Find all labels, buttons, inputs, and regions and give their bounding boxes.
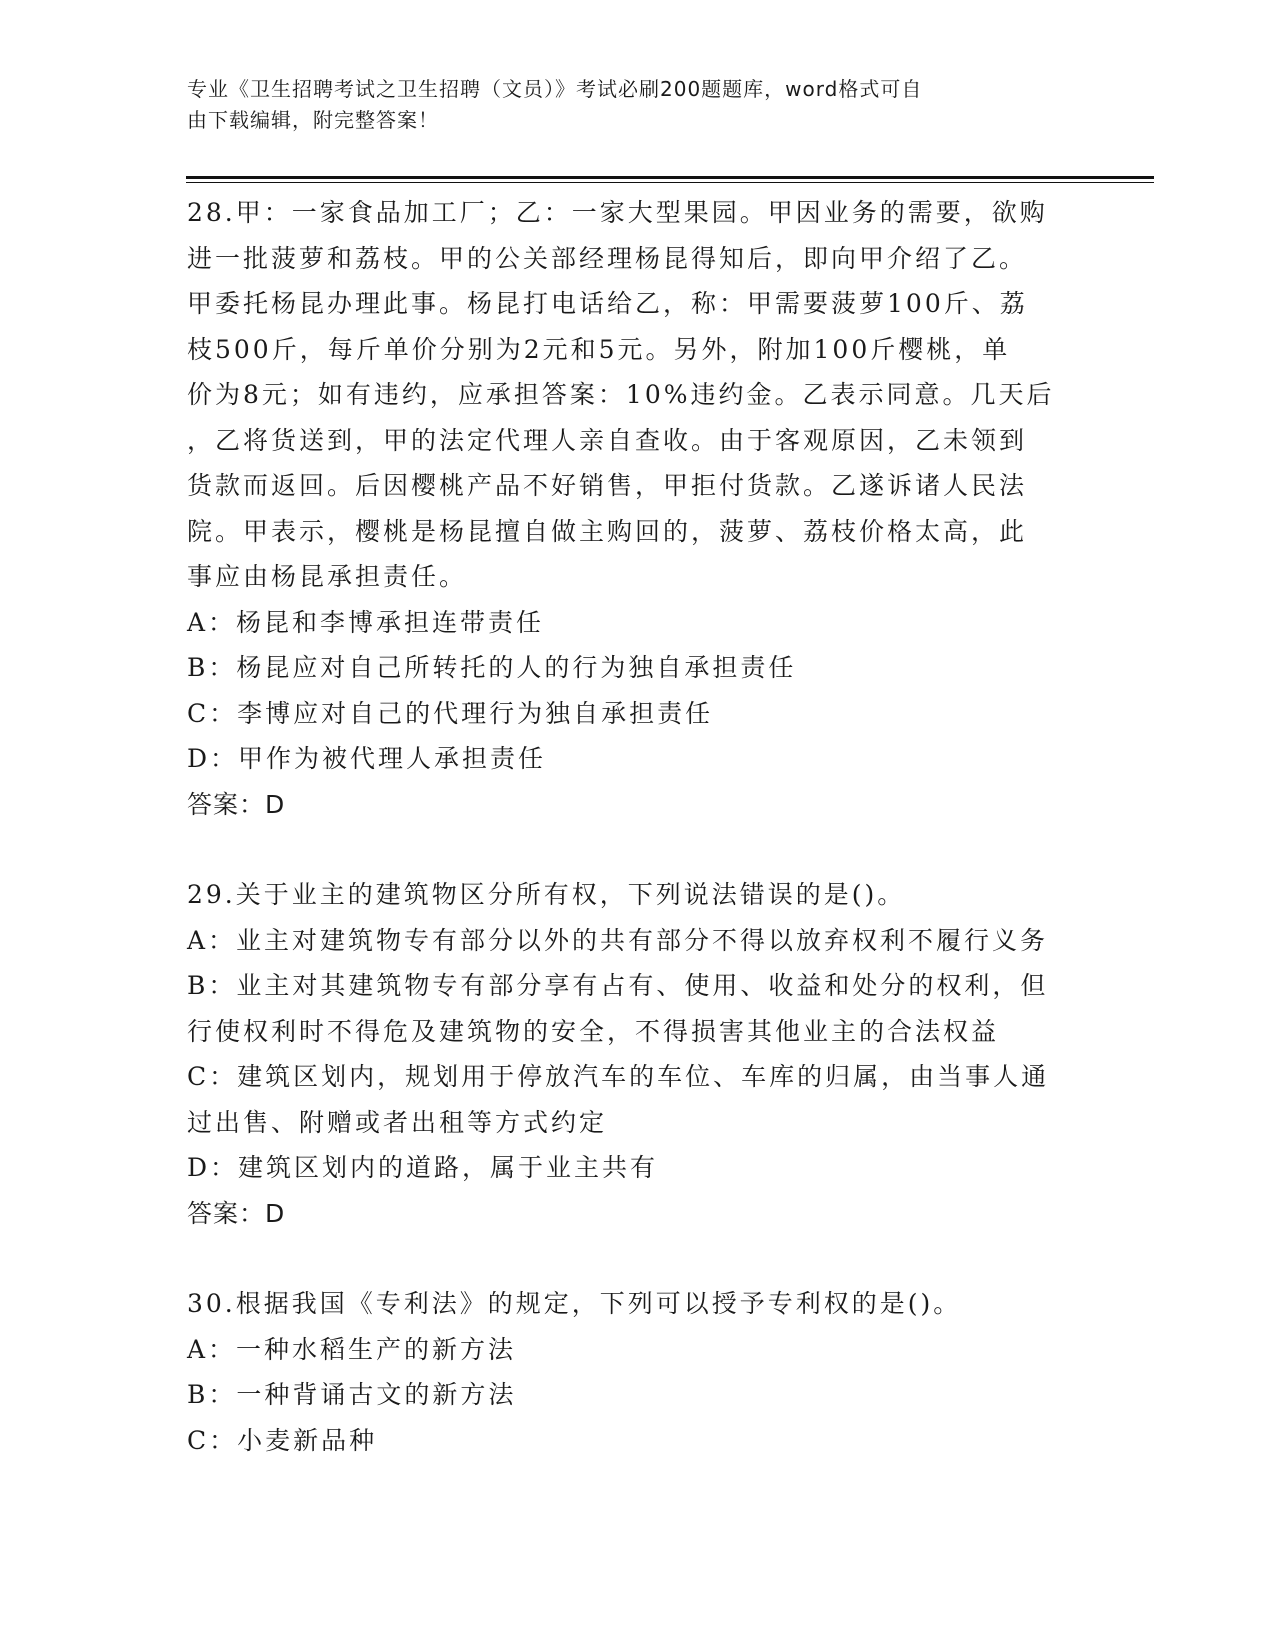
question-text-line: 货款而返回。后因樱桃产品不好销售，甲拒付货款。乙遂诉诸人民法 [187, 471, 1028, 500]
option-d: D：建筑区划内的道路，属于业主共有 [187, 1153, 659, 1182]
option-c [187, 1054, 1087, 1145]
option-c: C：小麦新品种 [187, 1425, 378, 1455]
question-text-line: 价为8元；如有违约，应承担答案：10%违约金。乙表示同意。几天后 [187, 380, 1055, 409]
question-text-line: ，乙将货送到，甲的法定代理人亲自查收。由于客观原因，乙未领到 [187, 425, 1028, 455]
question-28 [187, 190, 1087, 827]
question-text-line: 30.根据我国《专利法》的规定，下列可以授予专利权的是()。 [187, 1289, 962, 1318]
option-line: B：业主对其建筑物专有部分享有占有、使用、收益和处分的权利，但 [187, 971, 1049, 1000]
question-text-line: 甲委托杨昆办理此事。杨昆打电话给乙，称：甲需要菠萝100斤、荔 [187, 289, 1028, 318]
option-d: D：甲作为被代理人承担责任 [187, 744, 547, 773]
header-divider-thick [186, 176, 1154, 179]
question-29 [187, 872, 1087, 1236]
question-stem [187, 190, 1087, 600]
option-line: 过出售、附赠或者出租等方式约定 [187, 1107, 608, 1137]
question-text-line: 进一批菠萝和荔枝。甲的公关部经理杨昆得知后，即向甲介绍了乙。 [187, 243, 1028, 273]
header-line: 由下载编辑，附完整答案！ [187, 108, 439, 132]
answer-label: 答案：D [187, 789, 286, 819]
question-text-line: 29.关于业主的建筑物区分所有权，下列说法错误的是()。 [187, 880, 906, 909]
question-text-line: 事应由杨昆承担责任。 [187, 562, 468, 591]
question-text-line: 28.甲：一家食品加工厂；乙：一家大型果园。甲因业务的需要，欲购 [187, 198, 1048, 227]
option-a: A：杨昆和李博承担连带责任 [187, 607, 545, 637]
question-text-line: 枝500斤，每斤单价分别为2元和5元。另外，附加100斤樱桃，单 [187, 334, 1011, 364]
option-b: B：一种背诵古文的新方法 [187, 1380, 517, 1409]
option-line: C：建筑区划内，规划用于停放汽车的车位、车库的归属，由当事人通 [187, 1062, 1050, 1091]
question-text-line: 院。甲表示，樱桃是杨昆擅自做主购回的，菠萝、荔枝价格太高，此 [187, 516, 1028, 546]
option-a: A：业主对建筑物专有部分以外的共有部分不得以放弃权利不履行义务 [187, 925, 1049, 955]
document-header [187, 74, 1077, 136]
option-line: 行使权利时不得危及建筑物的安全，不得损害其他业主的合法权益 [187, 1016, 1000, 1046]
header-line: 专业《卫生招聘考试之卫生招聘（文员）》考试必刷200题题库，word格式可自 [187, 77, 923, 101]
header-divider-thin [186, 182, 1154, 183]
option-a: A：一种水稻生产的新方法 [187, 1334, 517, 1364]
question-list [187, 190, 1087, 1508]
option-b: B：杨昆应对自己所转托的人的行为独自承担责任 [187, 653, 797, 682]
option-b [187, 963, 1087, 1054]
question-30 [187, 1281, 1087, 1463]
option-c: C：李博应对自己的代理行为独自承担责任 [187, 698, 714, 728]
answer-label: 答案：D [187, 1198, 286, 1228]
